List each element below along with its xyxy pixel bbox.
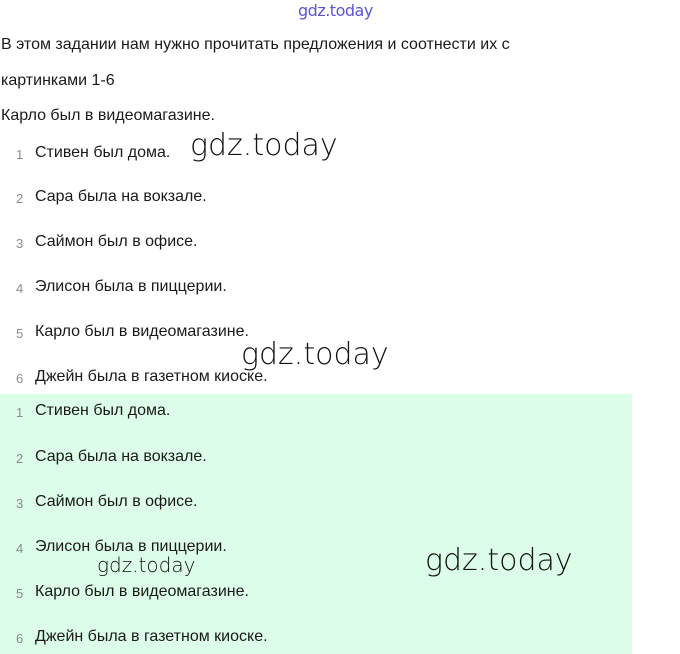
intro-line-3: Карло был в видеомагазине. bbox=[1, 107, 215, 124]
list-item-number: 3 bbox=[16, 496, 24, 511]
list-item-text: Сара была на вокзале. bbox=[35, 188, 207, 205]
list-item-text: Стивен был дома. bbox=[35, 402, 171, 419]
list-item-number: 1 bbox=[16, 147, 24, 162]
watermark-top: gdz.today bbox=[298, 1, 373, 20]
list-item-number: 6 bbox=[16, 371, 24, 386]
list-item-text: Джейн была в газетном киоске. bbox=[35, 628, 268, 645]
list-item-number: 6 bbox=[16, 631, 24, 646]
list-item-text: Карло был в видеомагазине. bbox=[35, 323, 249, 340]
intro-line-2: картинками 1-6 bbox=[1, 72, 115, 89]
list-item-number: 5 bbox=[16, 326, 24, 341]
list-item-number: 2 bbox=[16, 451, 24, 466]
list-item-text: Саймон был в офисе. bbox=[35, 493, 198, 510]
watermark-logo: gdz.today bbox=[97, 553, 196, 577]
list-item-text: Джейн была в газетном киоске. bbox=[35, 368, 268, 385]
answer-highlight-block bbox=[0, 394, 632, 654]
watermark-logo: gdz.today bbox=[190, 128, 338, 163]
list-item-number: 3 bbox=[16, 236, 24, 251]
watermark-logo: gdz.today bbox=[425, 543, 573, 578]
list-item-text: Элисон была в пиццерии. bbox=[35, 538, 227, 555]
list-item-number: 4 bbox=[16, 281, 24, 296]
list-item-number: 5 bbox=[16, 586, 24, 601]
watermark-logo: gdz.today bbox=[241, 337, 389, 372]
list-item-text: Элисон была в пиццерии. bbox=[35, 278, 227, 295]
intro-line-1: В этом задании нам нужно прочитать предложения и соотнести их с bbox=[1, 36, 510, 53]
list-item-number: 2 bbox=[16, 191, 24, 206]
list-item-text: Стивен был дома. bbox=[35, 144, 171, 161]
list-item-number: 4 bbox=[16, 541, 24, 556]
list-item-number: 1 bbox=[16, 405, 24, 420]
list-item-text: Карло был в видеомагазине. bbox=[35, 583, 249, 600]
list-item-text: Сара была на вокзале. bbox=[35, 448, 207, 465]
list-item-text: Саймон был в офисе. bbox=[35, 233, 198, 250]
